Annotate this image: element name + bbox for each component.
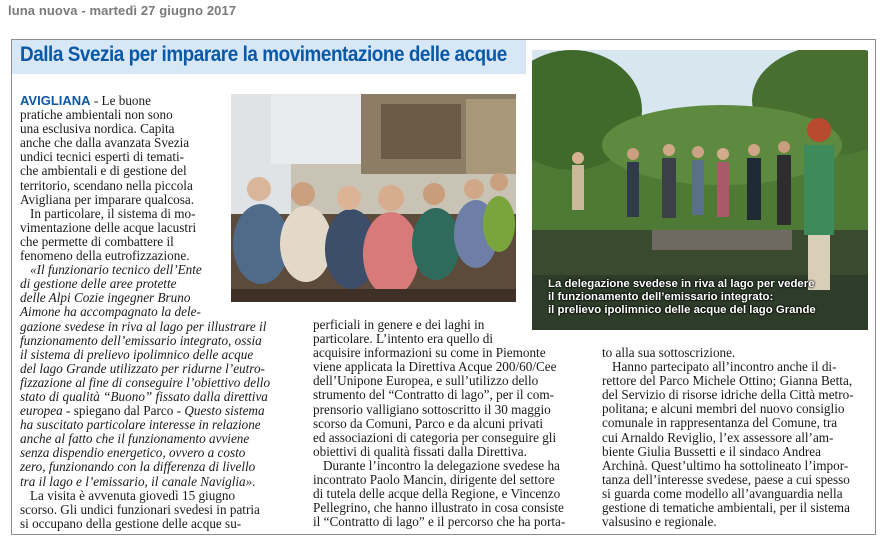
line-text: anche che dalla avanzata Svezia: [20, 135, 190, 151]
line-text: incontrato Paolo Mancin, dirigente del settore: [313, 472, 555, 488]
line-text: di gestione delle aree protette: [20, 276, 177, 292]
line-text: il “Contratto di lago” e il percorso che ha porta-: [313, 514, 566, 530]
location-tag: AVIGLIANA: [20, 93, 91, 108]
line-text: perficiali in genere e dei laghi in: [313, 317, 485, 332]
col3-line: [602, 445, 866, 459]
line-text: una esclusiva nordica. Capita: [20, 121, 175, 137]
article-column-3: [602, 346, 866, 529]
photo-meeting-room: [231, 94, 516, 302]
col2-line: [313, 473, 583, 487]
col1-line: [20, 390, 292, 404]
line-text: prensorio valligiano sottoscritto il 30 maggio: [313, 401, 551, 417]
first-line: [20, 94, 225, 108]
line-text: si guarda come modello all’avanguardia nella: [602, 485, 843, 501]
line-text: ha suscitato particolare interesse in relazione: [20, 417, 261, 433]
line-text: delle Alpi Cozie ingegner Bruno: [20, 290, 191, 306]
line-text: dell’Unipone Europea, e sull’utilizzo dello: [313, 373, 539, 389]
line-text: si occupano della gestione delle acque su-: [20, 515, 242, 531]
line-text: La visita è avvenuta giovedì 15 giugno: [30, 487, 236, 503]
col1-line: [20, 193, 225, 207]
line-text: vimentazione delle acque lacustri: [20, 219, 197, 235]
line-text: del Servizio di risorse idriche della Città metro-: [602, 387, 854, 403]
col1-line: [20, 446, 292, 460]
line-text: funzionamento dell’emissario integrato, ossia: [20, 332, 262, 348]
col1-line: [20, 305, 225, 319]
col3-line: [602, 416, 866, 430]
line-text: europea: [20, 403, 63, 419]
col2-line: [313, 403, 583, 417]
col2-line: [313, 515, 583, 529]
line-text: del lago Grande utilizzato per ridurne l’eutro-: [20, 360, 265, 376]
col3-line: [602, 459, 866, 473]
first-line-text: - Le buone: [90, 93, 151, 108]
caption-line-1: La delegazione svedese in riva al lago per vedere: [548, 278, 815, 290]
col2-line: [313, 487, 583, 501]
col2-line: [313, 445, 583, 459]
col1-line: [20, 136, 225, 150]
col1-line: [20, 108, 225, 122]
line-text: Hanno partecipato all’incontro anche il di-: [612, 359, 837, 375]
col1-line: [20, 207, 225, 221]
col2-line: [313, 459, 583, 473]
line-text: obiettivi di qualità fissati dalla Direttiva.: [313, 443, 527, 459]
col1-line: [20, 249, 225, 263]
line-rest: Questo sistema: [184, 403, 265, 419]
line-text: tra il lago e l’emissario, il canale Naviglia».: [20, 473, 256, 489]
col1-line: [20, 122, 225, 136]
caption-line-3: il prelievo ipolimnico delle acque del lago Grande: [548, 304, 816, 317]
col3-line: [602, 388, 866, 402]
col2-line: [313, 332, 583, 346]
line-text: politana; e alcuni membri del nuovo consiglio: [602, 401, 845, 417]
col1-line: [20, 235, 225, 249]
line-text: cui Arnaldo Reviglio, l’ex assessore all’am-: [602, 429, 834, 445]
col3-line: [602, 487, 866, 501]
col3-line: [602, 360, 866, 374]
line-text: scorso. Gli undici funzionari svedesi in patria: [20, 501, 260, 517]
col3-line: [602, 402, 866, 416]
line-text: pratiche ambientali non sono: [20, 107, 173, 123]
col1-line: [20, 164, 225, 178]
line-text: comunale in rappresentanza del Comune, tra: [602, 415, 838, 431]
line-text: Aimone ha accompagnato la dele-: [20, 304, 201, 320]
col1-line: [20, 489, 292, 503]
article-column-2: [313, 318, 583, 529]
col2-line: [313, 417, 583, 431]
col2-line: [313, 360, 583, 374]
meeting-room-photo-illustration: [231, 94, 516, 302]
col1-line: [20, 348, 292, 362]
line-text: strumento del “Contratto di lago”, per il com-: [313, 387, 554, 403]
line-text: tanza dell’interesse svedese, paese a cui spesso: [602, 471, 850, 487]
col3-line: [602, 473, 866, 487]
article-column-1: [20, 93, 271, 531]
col1-line: [20, 221, 225, 235]
line-text: Avigliana per imparare qualcosa.: [20, 191, 195, 207]
col1-line: [20, 291, 225, 305]
line-text: to alla sua sottoscrizione.: [602, 345, 736, 360]
col2-line: [313, 318, 583, 332]
line-text: zero, funzionando con la differenza di livello: [20, 459, 256, 475]
headline: Dalla Svezia per imparare la movimentazione delle acque: [20, 43, 507, 66]
col1-line: [20, 362, 292, 376]
col2-line: [313, 431, 583, 445]
line-suffix: - spiegano dal Parco -: [62, 403, 185, 419]
col1-line: [20, 277, 225, 291]
line-text: gestione di tematiche ambientali, per il sistema: [602, 500, 850, 516]
line-text: Pellegrino, che hanno illustrato in cosa consiste: [313, 500, 564, 516]
col3-line: [602, 346, 866, 360]
line-text: Archinà. Quest’ultimo ha sottolineato l’impor-: [602, 457, 849, 473]
line-text: acquisire informazioni su come in Piemonte: [313, 345, 546, 361]
caption-line-2: il funzionamento dell’emissario integrato:: [548, 291, 774, 304]
col1-line: [20, 517, 292, 531]
line-text: biente Giulia Bussetti e il sindaco Andrea: [602, 443, 822, 459]
line-text: particolare. L’intento era quello di: [313, 331, 494, 347]
col1-line: [20, 475, 292, 489]
col1-line: [20, 263, 225, 277]
line-text: ed associazioni di categoria per conseguire gli: [313, 429, 557, 445]
col2-line: [313, 501, 583, 515]
col1-line: [20, 179, 225, 193]
photo-caption: [548, 278, 848, 318]
col1-line: [20, 334, 292, 348]
col3-line: [602, 515, 866, 529]
line-text: rettore del Parco Michele Ottino; Gianna Betta,: [602, 373, 853, 389]
line-text: fenomeno della eutrofizzazione.: [20, 248, 190, 264]
line-text: senza dispendio energetico, ovvero a costo: [20, 445, 246, 461]
col1-line: [20, 460, 292, 474]
col1-line: [20, 404, 292, 418]
col1-line: [20, 432, 292, 446]
line-text: di tutela delle acque della Regione, e Vincenzo: [313, 486, 561, 502]
col3-line: [602, 431, 866, 445]
line-text: stato di qualità “Buono” fissato dalla direttiva: [20, 388, 268, 404]
line-text: undici tecnici esperti di temati-: [20, 149, 185, 165]
line-text: il sistema di prelievo ipolimnico delle acque: [20, 346, 254, 362]
col1-line: [20, 376, 292, 390]
col1-line: [20, 503, 292, 517]
line-text: che ambientali e di gestione del: [20, 163, 187, 179]
col3-line: [602, 374, 866, 388]
line-text: Durante l’incontro la delegazione svedese ha: [323, 457, 560, 473]
col2-line: [313, 388, 583, 402]
line-text: In particolare, il sistema di mo-: [30, 205, 196, 221]
masthead: luna nuova - martedì 27 giugno 2017: [8, 3, 237, 18]
col1-line: [20, 418, 292, 432]
line-text: gazione svedese in riva al lago per illustrare il: [20, 318, 267, 334]
line-text: che permette di combattere il: [20, 233, 174, 249]
line-text: «Il funzionario tecnico dell’Ente: [30, 262, 202, 278]
col1-line: [20, 320, 292, 334]
line-text: anche al fatto che il funzionamento avviene: [20, 431, 250, 447]
line-text: viene applicata la Direttiva Acque 200/60/Cee: [313, 359, 557, 375]
line-text: fizzazione al fine di conseguire l’obiettivo dello: [20, 374, 271, 390]
line-text: scorso da Comuni, Parco e da alcuni privati: [313, 415, 543, 431]
col2-line: [313, 346, 583, 360]
line-text: valsusino e regionale.: [602, 514, 717, 530]
col2-line: [313, 374, 583, 388]
line-text: territorio, scendano nella piccola: [20, 177, 193, 193]
col3-line: [602, 501, 866, 515]
col1-line: [20, 150, 225, 164]
